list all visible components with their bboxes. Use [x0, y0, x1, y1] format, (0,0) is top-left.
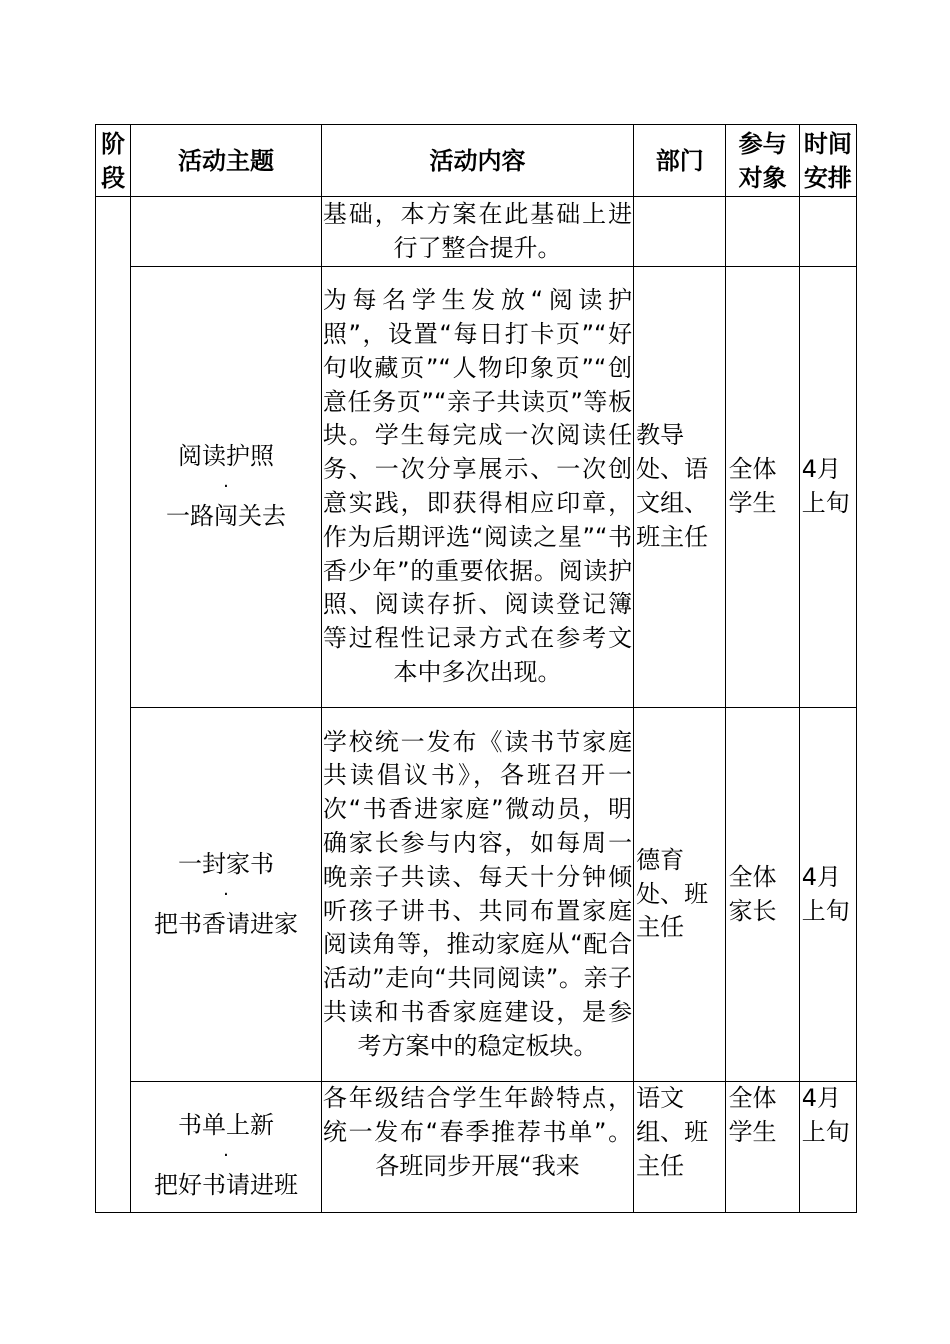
header-theme: 活动主题: [131, 125, 322, 197]
stage-cell: [96, 197, 131, 1213]
theme-cell: [131, 267, 322, 708]
dept-cell: 语文组、班主任: [634, 1082, 726, 1213]
dept-cell: 教导处、语文组、班主任: [634, 267, 726, 708]
table-row: [96, 708, 857, 1082]
table-row: [96, 197, 857, 267]
target-cell: [726, 197, 799, 267]
target-cell: 全体学生: [726, 267, 799, 708]
theme-title: 书单上新: [178, 1111, 274, 1140]
target-cell: 全体学生: [726, 1082, 799, 1213]
dept-cell: [634, 197, 726, 267]
theme-subtitle: 把书香请进家: [154, 909, 298, 938]
time-cell: 4月上旬: [799, 708, 856, 1082]
table-row: [96, 1082, 857, 1213]
table-row: [96, 267, 857, 708]
theme-separator: ·: [223, 1145, 229, 1166]
header-time: 时间 安排: [799, 125, 856, 197]
theme-cell: [131, 708, 322, 1082]
theme-title: 阅读护照: [178, 442, 274, 471]
content-cell: 为每名学生发放“阅读护照”，设置“每日打卡页”“好句收藏页”“人物印象页”“创意任务页”“亲子共读页”等板块。学生每完成一次阅读任务、一次分享展示、一次创意实践，即获得相应印章，作为后期评选“阅读之星”“书香少年”的重要依据。阅读护照、阅读存折、阅读登记簿等过程性记录方式在参考文本中多次出现。: [321, 267, 633, 708]
content-cell: 基础，本方案在此基础上进行了整合提升。: [321, 197, 633, 267]
time-cell: 4月上旬: [799, 267, 856, 708]
theme-title: 一封家书: [178, 849, 274, 878]
header-target: 参与 对象: [726, 125, 799, 197]
header-content: 活动内容: [321, 125, 633, 197]
time-cell: [799, 197, 856, 267]
theme-cell: [131, 197, 322, 267]
theme-subtitle: 把好书请进班: [154, 1171, 298, 1199]
content-cell: 各年级结合学生年龄特点，统一发布“春季推荐书单”。各班同步开展“我来: [321, 1082, 633, 1213]
theme-separator: ·: [223, 476, 229, 497]
header-dept: 部门: [634, 125, 726, 197]
content-cell: 学校统一发布《读书节家庭共读倡议书》，各班召开一次“书香进家庭”微动员，明确家长参与内容，如每周一晚亲子共读、每天十分钟倾听孩子讲书、共同布置家庭阅读角等，推动家庭从“配合活动”走向“共同阅读”。亲子共读和书香家庭建设，是参考方案中的稳定板块。: [321, 708, 633, 1082]
dept-cell: 德育处、班主任: [634, 708, 726, 1082]
theme-cell: [131, 1082, 322, 1213]
header-row: [96, 125, 857, 197]
theme-subtitle: 一路闯关去: [166, 502, 286, 530]
activity-table: [95, 124, 857, 1213]
theme-separator: ·: [223, 883, 229, 905]
time-cell: 4月上旬: [799, 1082, 856, 1213]
target-cell: 全体家长: [726, 708, 799, 1082]
header-stage: 阶 段: [96, 125, 131, 197]
